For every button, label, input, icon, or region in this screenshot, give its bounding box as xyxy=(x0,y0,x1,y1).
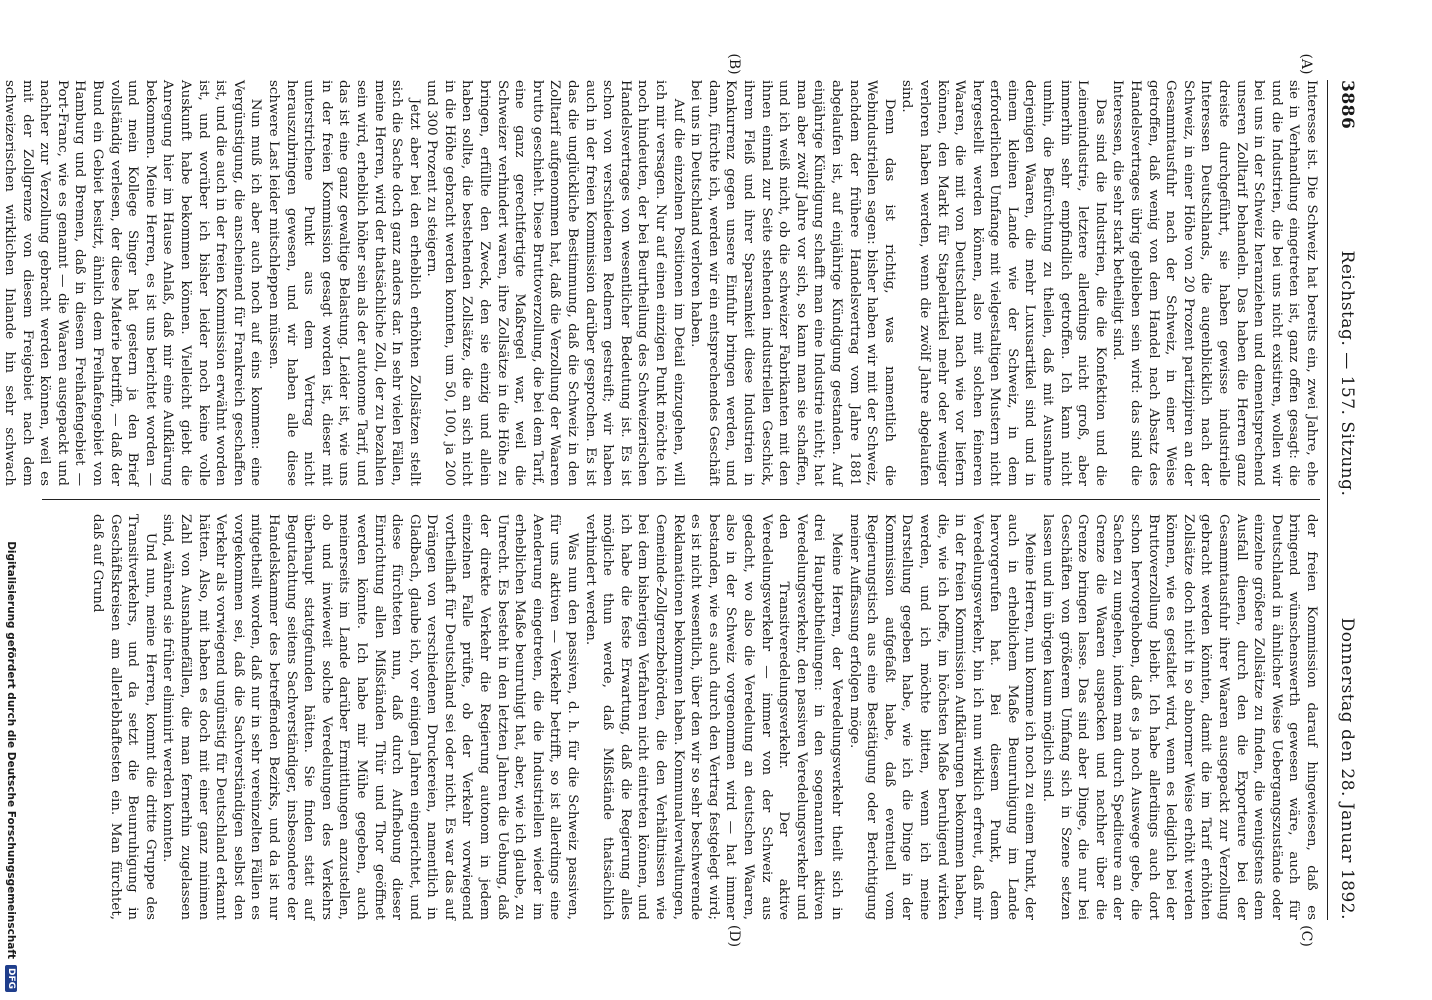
digitization-footer xyxy=(2,0,20,1000)
column-divider xyxy=(42,499,1320,500)
dfg-logo-icon: DFG xyxy=(5,965,17,992)
margin-mark-c: (C) xyxy=(1298,925,1314,947)
paragraph: der freien Kommission darauf hingewiesen, daß es bringend wünschenswerth gewesen wäre, auch für Deutschland in ähnlicher Weise Uebergangszustände oder einzelne größere Zollsätze zu finden, die wenigstens dem Ausfall dienen, durch den die Exporteure bei der Gesammtausfuhr ihrer Waaren ausgepackt zur Verzollung gebracht werden könnten, damit die im Tarif erhöhten Zollsätze doch nicht in so abnormer Weise erhöht werden können, wie es gestaltet wird, wenn es lediglich bei der Bruttoverzollung bleibt. Ich habe allerdings auch dort schon hervorgehoben, daß es ja noch Auswege gebe, die Sachen zu umgehen, indem man durch Spediteure an der Grenze die Waaren auspacken und nachher über die Grenze bringen lasse. Das sind aber Dinge, die nur bei Geschäften von größerem Umfang sich in Szene setzen lassen und im übrigen kaum möglich sind. xyxy=(1040,514,1319,920)
left-column xyxy=(2,80,1320,486)
margin-mark-b: (B) xyxy=(726,53,742,75)
paragraph: Meine Herren, nun komme ich noch zu einem Punkt, der auch in erheblichem Maße Beunruhigung im Lande hervorgerufen hat. Bei diesem Punkt, dem Veredelungsverkehr, bin ich nun wirklich erfreut, daß mir in der freien Kommission Aufklärungen bekommen haben, die, wie ich hoffe, im höchsten Maße beruhigend wirken werden, und ich möchte bitten, wenn ich meine Darstellung gegeben habe, wie ich die Dinge in der Kommission aufgefaßt habe, daß eventuell vom Regierungstisch aus eine Bestätigung oder Berichtigung meiner Auffassung erfolgen möge. xyxy=(846,514,1038,920)
paragraph: Das sind die Industrien, die die Konfektion und die Leinenindustrie, letztere allerdings nicht groß, aber immerhin sehr empfindlich getroffen. Ich kann nicht umhin, die Befürchtung zu theilen, daß mit Ausnahme derjenigen Waaren, die mehr Luxusartikel sind und in einem kleinen Lande wie der Schweiz, in dem erforderlichen Umfange mit vielgestaltigen Mustern nicht hergestellt werden können, also mit solchen feineren Waaren, die mit von Deutschland nach wie vor liefern können, den Markt für Stapelartikel mehr oder weniger verloren haben werden, wenn die zwölf Jahre abgelaufen sind. xyxy=(899,80,1108,486)
right-column xyxy=(42,514,1320,920)
session-date: Donnerstag den 28. Januar 1892. xyxy=(1337,617,1357,920)
paragraph: Und nun, meine Herren, kommt die dritte Gruppe des Transitverkehrs, und da setzt die Beunruhigung in Geschäftskreisen am allerlebhaftesten ein. Man fürchtet, daß auf Grund xyxy=(90,514,158,920)
header-rule xyxy=(1327,80,1328,920)
paragraph: Meine Herren, der Veredelungsverkehr theilt sich in drei Hauptabtheilungen: in den sogenannten aktiven Veredelungsverkehr, den passiven Veredelungsverkehr und den Transitveredelungsverkehr. Der aktive Veredelungsverkehr — immer von der Schweiz aus gedacht, wo also die Veredelung an deutschen Waaren, also in der Schweiz vorgenommen wird — hat immer bestanden, wie es auch durch den Vertrag festgelegt wird; es ist nicht wesentlich, über den wir so sehr beschwerende Reklamationen bekommen haben. Kommunalverwaltungen, Gemeinde-Zollgrenzbehörden, die den Verhältnissen wie bei dem bisherigen Verfahren nicht eintreten können, und ich habe die feste Erwartung, daß die Regierung alles mögliche thun werde, daß Mißstände thatsächlich verhindert werden. xyxy=(582,514,844,920)
paragraph: Interesse ist. Die Schweiz hat bereits ein, zwei Jahre, ehe sie in Verhandlung eingetreten ist, ganz offen gesagt: die und die Industrien, die bei uns nicht existiren, wollen wir bei uns in der Schweiz heranziehen und dementsprechend unseren Zolltarif behandeln. Das haben die Herren ganz dreiste durchgeführt, sie haben gewisse industrielle Interessen Deutschlands, die augenblicklich nach der Schweiz, in einer Höhe von 20 Prozent partizipiren an der Gesammtausfuhr nach der Schweiz, in einer Weise getroffen, daß wenig von dem Handel nach Absatz des Handelsvertrages übrig geblieben sein wird: das sind die Interessen, die sehr stark betheiligt sind. xyxy=(1110,80,1319,486)
margin-mark-d: (D) xyxy=(726,924,742,948)
paragraph: Was nun den passiven, d. h. für die Schweiz passiven, für uns aktiven — Verkehr betrifft, so ist allerdings eine Aenderung eingetreten, die die Industriellen wieder im erheblichen Maße beunruhigt hat, aber, wie ich glaube, zu Unrecht. Es besteht in den letzten Jahren die Uebung, daß der direkte Verkehr die Regierung autonom in jedem einzelnen Falle prüfte, ob der Verkehr vorwiegend vortheilhaft für Deutschland sei oder nicht. Es war das auf Drängen von verschiedenen Druckereien, namentlich in Gladbach, glaube ich, vor einigen Jahren eingerichtet, und diese fürchteten nun, daß durch Aufhebung dieser Einrichtung allen Mißständen Thür und Thor geöffnet werden könnte. Ich habe mir Mühe gegeben, auch meinerseits im Lande darüber Ermittlungen anzustellen, ob und inwieweit solche Veredelungen des Verkehrs überhaupt stattgefunden hätten. Sie finden statt auf Begutachtung seitens Sachverständiger, insbesondere der Handelskammer des betreffenden Bezirks, und da ist nur mitgetheilt worden, daß nur in sehr vereinzelten Fällen es vorgekommen sei, daß die Sachverständigen selbst den Verkehr als vorwiegend ungünstig für Deutschland erkannt hätten. Also, mit haben es doch mit einer ganz minimen Zahl von Ausnahmefällen, die man fernerhin zugelassen sind, während sie früher eliminirt werden konnten. xyxy=(160,514,581,920)
page-title: Reichstag. — 157. Sitzung. xyxy=(1337,250,1357,497)
paragraph: Denn das ist richtig, was namentlich die Webindustriellen sagen: bisher haben wir mit der Schweiz, nachdem der frühere Handelsvertrag vom Jahre 1881 abgelaufen ist, auf einjährige Kündigung gestanden. Auf einjährige Kündigung schafft man eine Industrie nicht; hat man aber zwölf Jahre vor sich, so kann man sie schaffen, und ich weiß nicht, ob die schweizer Fabrikanten mit den ihnen einmal zur Seite stehenden industriellen Geschick, ihrem Fleiß und ihrer Sparsamkeit diese Industrien in Konkurrenz gegen unsere Einfuhr bringen werden, und dann, fürchte ich, werden wir ein entsprechendes Geschäft bei uns in Deutschland verloren haben. xyxy=(688,80,897,486)
paragraph: Jetzt aber bei den erheblich erhöhten Zollsätzen stellt sich die Sache doch ganz anders dar. In sehr vielen Fällen, meine Herren, wird der thatsächliche Zoll, der zu bezahlen sein wird, erheblich höher sein als der autonome Tarif, und das ist eine ganz gewaltige Belastung. Leider ist, wie uns in der freien Kommission gesagt worden ist, dieser mit unterstrichene Punkt aus dem Vertrag nicht herauszubringen gewesen, und wir haben alle diese schwere Last leider mitschleppen müssen. xyxy=(265,80,422,486)
margin-mark-a: (A) xyxy=(1298,53,1314,75)
page-number: 3886 xyxy=(1337,80,1357,130)
paragraph: Auf die einzelnen Positionen im Detail einzugehen, will ich mir versagen. Nur auf einen einzigen Punkt möchte ich noch hindeuten, der bei Beurtheilung des Schweizerischen Handelsvertrages von wesentlicher Bedeutung ist. Es ist schon von verschiedenen Rednern gestreift; wir haben auch in der freien Kommission darüber gesprochen. Es ist das die unglückliche Bestimmung, daß die Schweiz in den Zolltarif aufgenommen hat, daß die Verzollung der Waaren brutto geschieht. Diese Bruttoverzollung, die bei dem Tarif, eine ganz gerechtfertigte Maßregel war, weil die Schweizer verhindert waren, ihre Zollsätze in die Höhe zu bringen, erfüllte den Zweck, den sie einzig und allein haben sollte, die bestehenden Zollsätze, die an sich nicht in die Höhe gebracht werden konnten, um 50, 100, ja 200 und 300 Prozent zu steigern. xyxy=(424,80,686,486)
footer-text: Digitalisierung gefördert durch die Deutsche Forschungsgemeinschaft xyxy=(5,541,17,959)
page-header xyxy=(1332,80,1362,920)
paragraph: Nun muß ich aber auch noch auf eins kommen: eine Vergünstigung, die anscheinend für Frankreich geschaffen ist, und die auch in der freien Kommission erwähnt worden ist, und worüber ich bisher leider noch keine volle Auskunft habe bekommen können. Vielleicht giebt die Anregung hier im Hause Anlaß, daß mir eine Aufklärung bekommen. Meine Herren, es ist uns berichtet worden — und mein Kollege Singer hat gestern ja den Brief vollständig verlesen, der diese Materie betrifft, — daß der Bund ein Gebiet besitzt, ähnlich dem Freihafengebiet von Hamburg und Bremen, daß in diesem Freihafengebiet — Port-Franc, wie es genannt — die Waaren ausgepackt und nachher zur Verzollung gebracht werden können, weil es mit der Zollgrenze von diesem Freigebiet nach dem schweizerischen wirklichen Inlande hin sehr schwach xyxy=(2,80,264,486)
